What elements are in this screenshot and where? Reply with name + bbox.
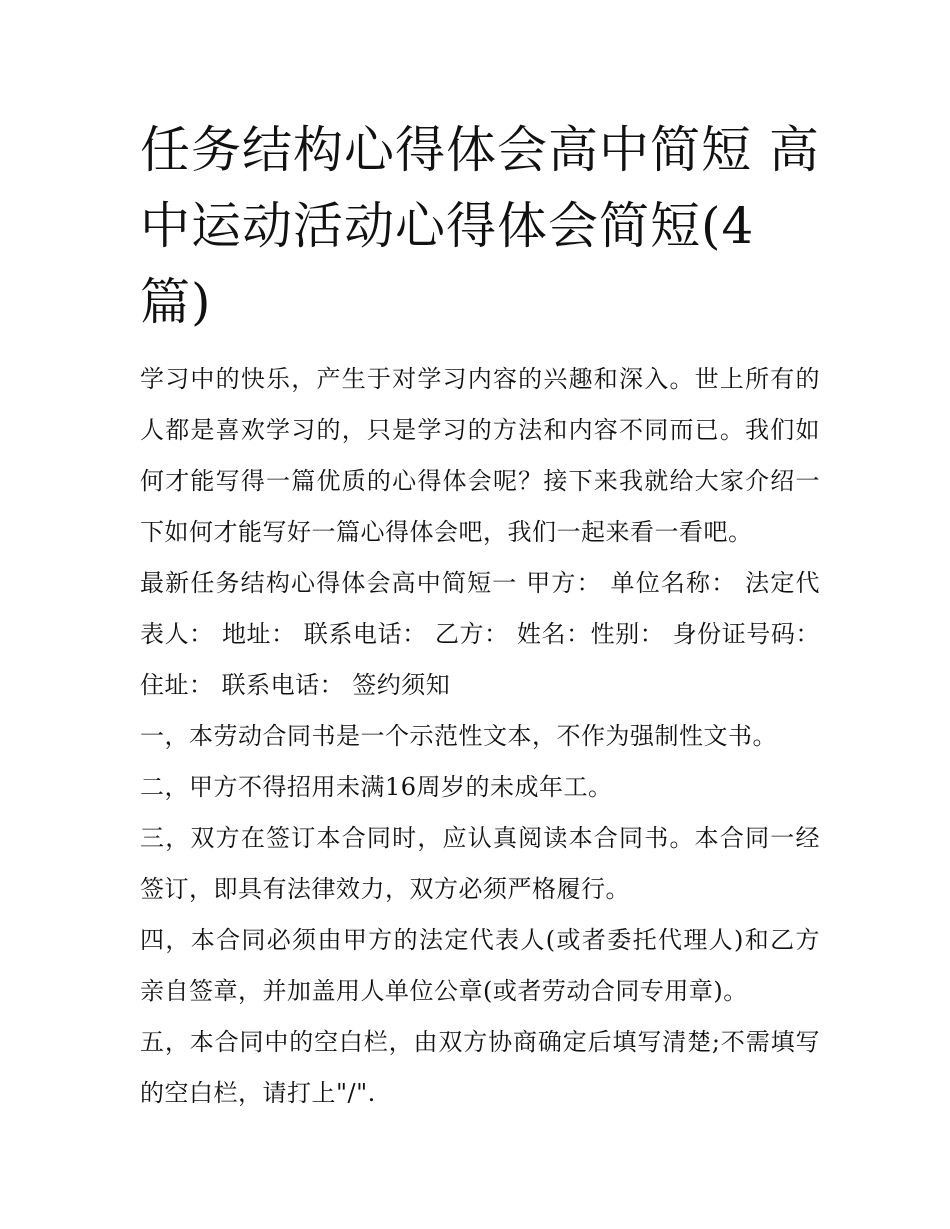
intro-paragraph: 学习中的快乐，产生于对学习内容的兴趣和深入。世上所有的人都是喜欢学习的，只是学习的方法和内容不同而已。我们如何才能写得一篇优质的心得体会呢？接下来我就给大家介绍一下如何才能写好一篇心得体会吧，我们一起来看一看吧。 bbox=[140, 365, 820, 546]
notice-item-5: 五，本合同中的空白栏，由双方协商确定后填写清楚;不需填写的空白栏，请打上"/". bbox=[140, 1028, 820, 1107]
notice-item-2: 二，甲方不得招用未满16周岁的未成年工。 bbox=[140, 773, 613, 801]
notice-item-1: 一，本劳动合同书是一个示范性文本，不作为强制性文书。 bbox=[140, 722, 777, 750]
notice-item-4: 四，本合同必须由甲方的法定代表人(或者委托代理人)和乙方亲自签章，并加盖用人单位公章(或者劳动合同专用章)。 bbox=[140, 926, 820, 1005]
contract-parties-paragraph: 最新任务结构心得体会高中简短一 甲方： 单位名称： 法定代表人： 地址： 联系电话： 乙方： 姓名：性别： 身份证号码： 住址： 联系电话： 签约须知 bbox=[140, 569, 820, 699]
notice-item-3: 三，双方在签订本合同时，应认真阅读本合同书。本合同一经签订，即具有法律效力，双方必须严格履行。 bbox=[140, 824, 820, 903]
document-content bbox=[140, 112, 820, 1119]
document-title: 任务结构心得体会高中简短 高中运动活动心得体会简短(4篇) bbox=[140, 121, 820, 331]
